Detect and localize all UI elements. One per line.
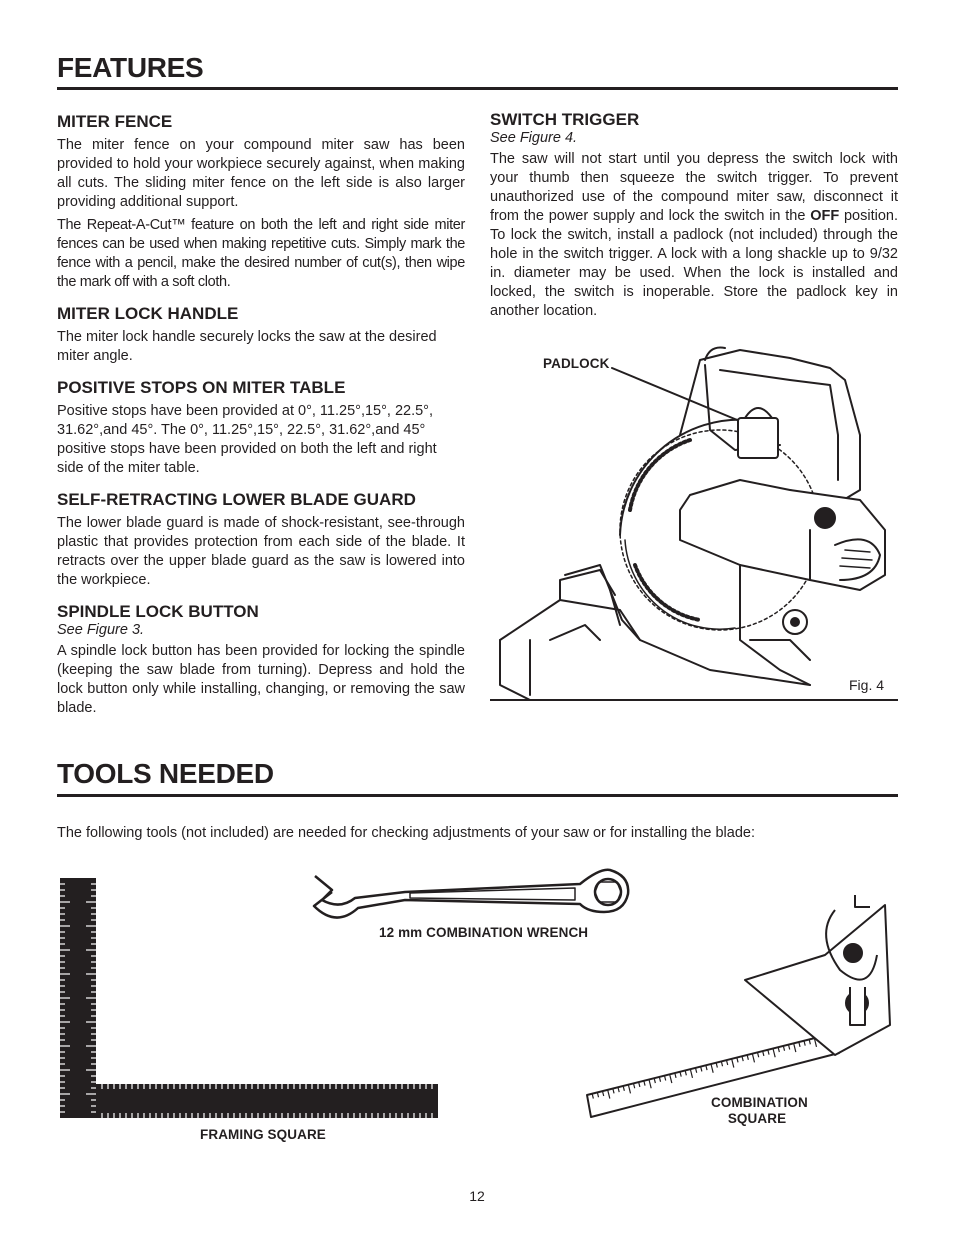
spindle-lock-see: See Figure 3. <box>57 622 145 638</box>
miter-saw-illustration <box>490 340 898 700</box>
switch-trigger-see: See Figure 4. <box>490 130 578 146</box>
combination-square-label-line1: COMBINATION <box>711 1095 808 1110</box>
miter-fence-p2: The Repeat-A-Cut™ feature on both the left and right side miter fences can be used when making repetitive cuts. Simply mark the fence with a pencil, make the desired number of cut(s), then wipe the mark off with a soft cloth. <box>57 217 465 290</box>
miter-fence-p1: The miter fence on your compound miter saw has been provided to hold your workpiece securely against, when making all cuts. The sliding miter fence on the left side is also larger providing additional support. <box>57 137 465 210</box>
padlock-callout: PADLOCK <box>543 356 610 371</box>
combination-wrench-illustration <box>310 868 630 928</box>
miter-lock-title: MITER LOCK HANDLE <box>57 304 239 323</box>
framing-square-label: FRAMING SQUARE <box>200 1127 326 1142</box>
features-heading: FEATURES <box>57 52 204 83</box>
combination-square-label-line2: SQUARE <box>727 1111 787 1126</box>
page-number: 12 <box>469 1188 485 1204</box>
wrench-label: 12 mm COMBINATION WRENCH <box>379 925 589 940</box>
tools-intro: The following tools (not included) are needed for checking adjustments of your saw or for installing the blade: <box>57 825 756 841</box>
miter-fence-title: MITER FENCE <box>57 112 173 131</box>
combination-square-illustration <box>585 895 895 1120</box>
right-column <box>490 110 898 321</box>
miter-lock-p1: The miter lock handle securely locks the saw at the desired miter angle. <box>57 329 437 364</box>
tools-rule <box>57 794 898 797</box>
switch-trigger-p1: The saw will not start until you depress the switch lock with your thumb then squeeze the switch trigger. To prevent unauthorized use of the compound miter saw, disconnect it from the power supply and lock the switch in the OFF position. To lock the switch, install a padlock (not included) through the hole in the switch trigger. A lock with a long shackle up to 9/32 in. diameter may be used. When the lock is installed and locked, the switch is inoperable. Store the padlock key in another location. <box>490 151 898 319</box>
features-rule <box>57 87 898 90</box>
combination-square-label <box>711 1095 808 1127</box>
blade-guard-title: SELF-RETRACTING LOWER BLADE GUARD <box>57 490 416 509</box>
spindle-lock-title: SPINDLE LOCK BUTTON <box>57 602 259 621</box>
positive-stops-p1: Positive stops have been provided at 0°, 11.25°,15°, 22.5°, 31.62°,and 45°. The 0°, 11.25°,15°, 22.5°, 31.62°,and 45° positive stops have been provided on both the left and right side of the miter table. <box>57 403 437 476</box>
positive-stops-title: POSITIVE STOPS ON MITER TABLE <box>57 378 346 397</box>
switch-trigger-title: SWITCH TRIGGER <box>490 110 640 129</box>
figure-label: Fig. 4 <box>849 677 885 693</box>
blade-guard-p1: The lower blade guard is made of shock-resistant, see-through plastic that provides protection from each side of the blade. It retracts over the upper blade guard as the saw is lowered into the workpiece. <box>57 515 465 588</box>
left-column <box>57 112 465 718</box>
spindle-lock-p1: A spindle lock button has been provided for locking the spindle (keeping the saw blade from turning). Depress and hold the lock button only while installing, changing, or removing the saw blade. <box>57 643 465 716</box>
tools-heading: TOOLS NEEDED <box>57 758 274 789</box>
